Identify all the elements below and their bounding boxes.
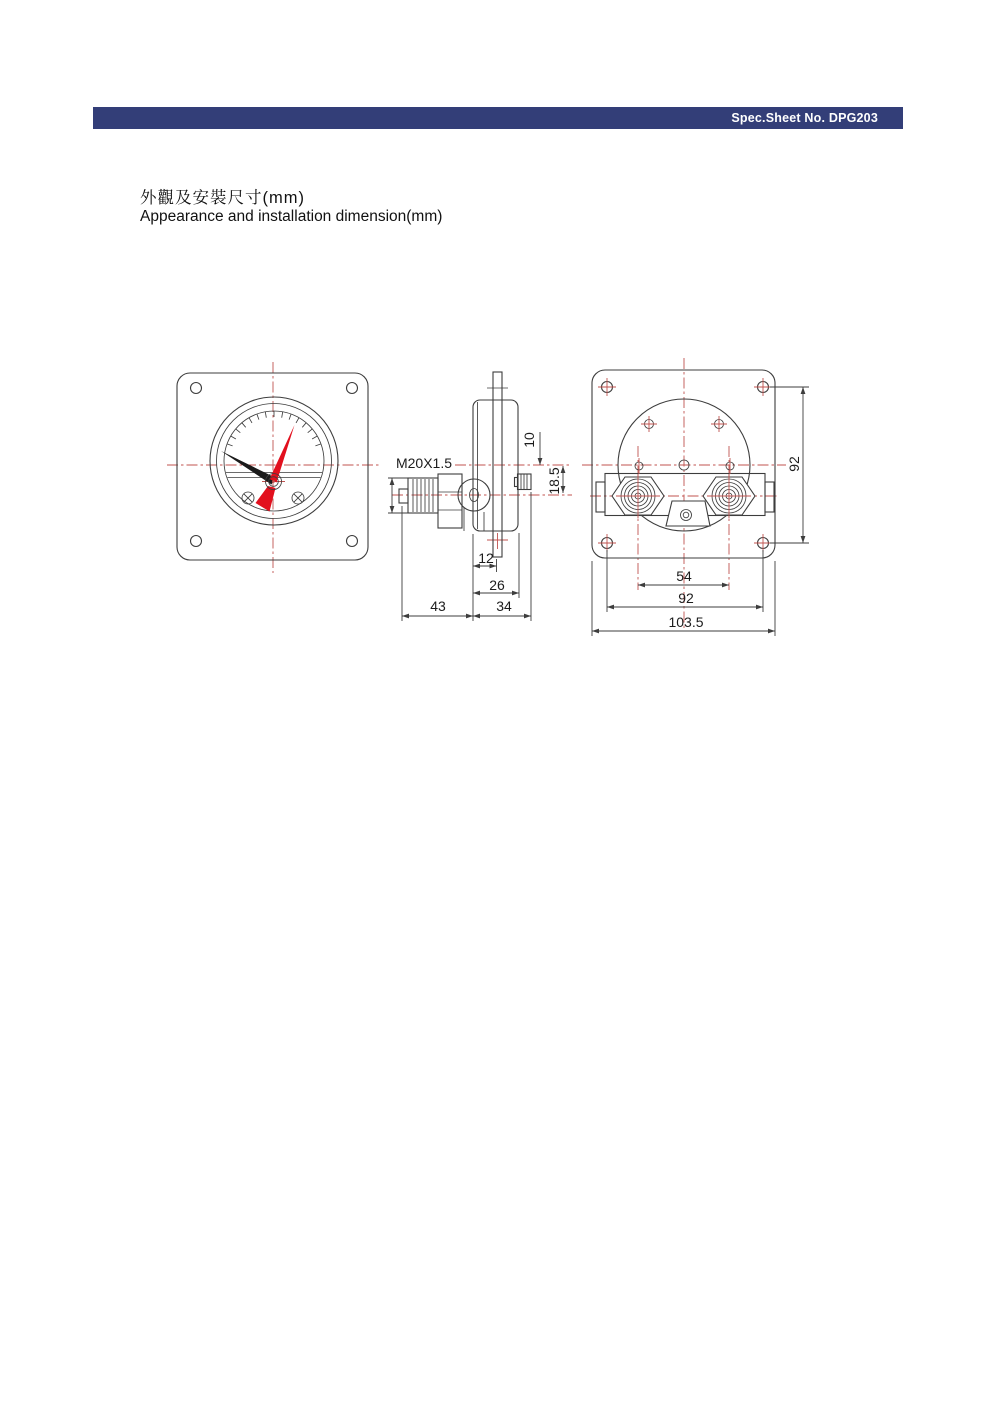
dim-label-18-5: 18.5 (546, 467, 562, 495)
dim-label-10: 10 (521, 432, 537, 448)
spec-sheet-number: Spec.Sheet No. DPG203 (731, 111, 878, 125)
mounting-hole (347, 383, 358, 394)
dim-label-34: 34 (496, 598, 512, 614)
dim-label-103-5: 103.5 (668, 614, 704, 630)
back-screw-hole (711, 416, 727, 432)
mounting-hole (191, 383, 202, 394)
knurl-lines (521, 475, 527, 490)
back-screw-hole (726, 458, 734, 474)
pressure-fitting (703, 474, 755, 518)
dim-label-26: 26 (489, 577, 505, 593)
mounting-hole (598, 534, 616, 552)
section-title-zh: 外觀及安裝尺寸(mm) (140, 189, 305, 207)
back-view-drawing (582, 358, 809, 636)
dial-scale-ticks (227, 411, 321, 446)
mounting-hole (191, 536, 202, 547)
dim-label-43: 43 (430, 598, 446, 614)
dim-label-12: 12 (478, 550, 494, 566)
section-title-en: Appearance and installation dimension(mm) (140, 208, 443, 225)
mounting-hole (754, 534, 772, 552)
mounting-hole (754, 378, 772, 396)
dim-label-92-vertical: 92 (786, 456, 802, 472)
thread-size-label: M20X1.5 (395, 455, 453, 471)
back-screw-hole (641, 416, 657, 432)
mounting-hole (598, 378, 616, 396)
front-view-drawing (167, 362, 379, 573)
mounting-hole (347, 536, 358, 547)
dim-label-92-horizontal: 92 (678, 590, 694, 606)
side-view-drawing (388, 372, 572, 621)
thread-lines (413, 479, 433, 512)
dial-screw (292, 492, 304, 504)
back-screw-hole (635, 458, 643, 474)
dim-label-54: 54 (676, 568, 692, 584)
dial-screw (242, 492, 254, 504)
black-pointer (221, 451, 275, 485)
